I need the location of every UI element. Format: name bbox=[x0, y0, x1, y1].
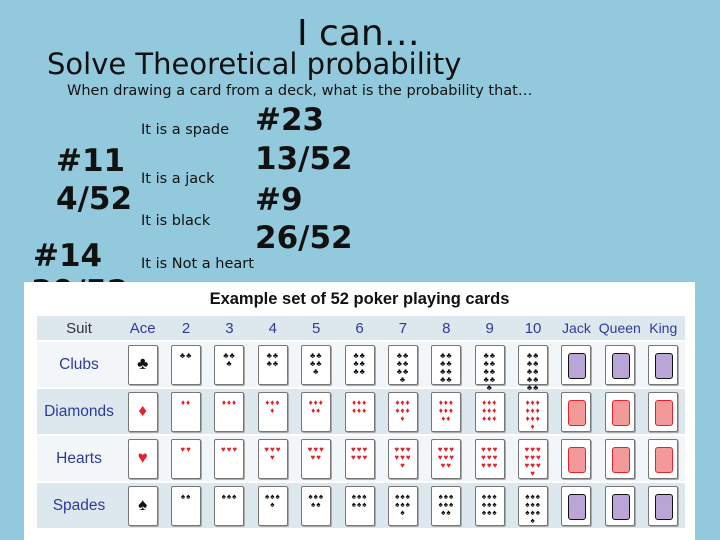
card-cell bbox=[295, 341, 338, 388]
card-cell bbox=[295, 435, 338, 482]
playing-card bbox=[648, 345, 678, 385]
playing-card: ♦♦♦ bbox=[214, 392, 244, 432]
card-cell bbox=[468, 435, 511, 482]
card-cell bbox=[338, 482, 381, 529]
cards-table-header bbox=[37, 316, 685, 341]
playing-card bbox=[648, 392, 678, 432]
card-cell bbox=[511, 341, 554, 392]
card-cell bbox=[598, 388, 641, 435]
header-rank: 6 bbox=[338, 316, 381, 341]
playing-card bbox=[648, 486, 678, 526]
question-text: When drawing a card from a deck, what is the probability that… bbox=[67, 83, 533, 99]
header-rank: 9 bbox=[468, 316, 511, 341]
card-cell bbox=[251, 482, 294, 529]
option-black: It is black bbox=[141, 213, 211, 229]
header-rank: Ace bbox=[121, 316, 164, 341]
header-rank: 10 bbox=[511, 316, 554, 341]
playing-card: ♠♠♠♠♠♠♠ bbox=[388, 486, 418, 526]
card-cell bbox=[121, 435, 164, 482]
playing-card: ♦♦♦♦♦♦ bbox=[345, 392, 375, 432]
playing-card: ♦♦♦♦ bbox=[258, 392, 288, 432]
playing-card: ♣♣♣♣♣♣♣♣♣♣ bbox=[518, 345, 548, 385]
playing-card: ♠♠♠♠♠ bbox=[301, 486, 331, 526]
playing-card: ♠♠♠♠♠♠♠♠ bbox=[431, 486, 461, 526]
card-cell bbox=[251, 341, 294, 388]
playing-card: ♣♣ bbox=[171, 345, 201, 385]
card-cell bbox=[208, 435, 251, 482]
card-cell bbox=[468, 388, 511, 435]
suit-row bbox=[37, 341, 685, 388]
playing-card: ♣♣♣♣♣♣♣ bbox=[388, 345, 418, 385]
card-cell bbox=[642, 482, 686, 529]
playing-card: ♠♠ bbox=[171, 486, 201, 526]
playing-card: ♦♦♦♦♦ bbox=[301, 392, 331, 432]
playing-card: ♦♦♦♦♦♦♦♦♦ bbox=[475, 392, 505, 432]
playing-card: ♥ bbox=[128, 439, 158, 479]
suit-label: Hearts bbox=[37, 435, 121, 482]
playing-card: ♣♣♣♣♣ bbox=[301, 345, 331, 385]
playing-card: ♣ bbox=[128, 345, 158, 385]
playing-card: ♦ bbox=[128, 392, 158, 432]
playing-card: ♥♥♥♥♥♥♥♥♥ bbox=[475, 439, 505, 479]
playing-card: ♦♦♦♦♦♦♦♦ bbox=[431, 392, 461, 432]
card-cell bbox=[425, 435, 468, 482]
card-cell bbox=[208, 341, 251, 388]
card-cell bbox=[555, 482, 598, 529]
card-cell bbox=[381, 388, 424, 435]
card-cell bbox=[208, 388, 251, 435]
header-rank: 8 bbox=[425, 316, 468, 341]
answer-11-label: #11 bbox=[56, 143, 126, 179]
playing-card: ♥♥♥♥♥♥ bbox=[345, 439, 375, 479]
card-cell bbox=[511, 388, 554, 435]
card-cell bbox=[338, 341, 381, 388]
header-rank: Jack bbox=[555, 316, 598, 341]
card-cell bbox=[295, 482, 338, 529]
slide-title-line2: Solve Theoretical probability bbox=[47, 47, 462, 81]
playing-card bbox=[561, 439, 591, 479]
answer-9-label: #9 bbox=[255, 182, 303, 218]
card-cell bbox=[338, 435, 381, 482]
card-cell bbox=[425, 388, 468, 435]
playing-card: ♦♦♦♦♦♦♦ bbox=[388, 392, 418, 432]
playing-card: ♥♥♥♥♥♥♥♥ bbox=[431, 439, 461, 479]
answer-11-value: 4/52 bbox=[56, 181, 133, 217]
playing-card: ♠♠♠♠♠♠♠♠♠♠ bbox=[518, 486, 548, 526]
option-not-heart: It is Not a heart bbox=[141, 256, 254, 272]
card-cell bbox=[642, 388, 686, 435]
card-cell bbox=[338, 388, 381, 435]
playing-card: ♣♣♣♣♣♣♣♣♣ bbox=[475, 345, 505, 385]
playing-card bbox=[605, 345, 635, 385]
card-cell bbox=[425, 341, 468, 388]
answer-23-label: #23 bbox=[255, 102, 325, 138]
card-cell bbox=[381, 482, 424, 529]
playing-card: ♣♣♣♣♣♣♣♣ bbox=[431, 345, 461, 385]
playing-card bbox=[561, 486, 591, 526]
card-cell bbox=[425, 482, 468, 529]
playing-card: ♠♠♠♠♠♠♠♠♠ bbox=[475, 486, 505, 526]
card-cell bbox=[642, 435, 686, 482]
playing-card bbox=[561, 345, 591, 385]
card-cell bbox=[642, 341, 686, 388]
header-rank: 2 bbox=[164, 316, 207, 341]
header-suit: Suit bbox=[37, 316, 121, 341]
card-cell bbox=[598, 435, 641, 482]
card-cell bbox=[251, 435, 294, 482]
playing-card bbox=[605, 439, 635, 479]
playing-card: ♥♥♥♥♥♥♥ bbox=[388, 439, 418, 479]
suit-row bbox=[37, 435, 685, 482]
header-rank: 5 bbox=[295, 316, 338, 341]
card-cell bbox=[598, 482, 641, 529]
card-cell bbox=[208, 482, 251, 529]
card-cell bbox=[164, 388, 207, 435]
suit-row bbox=[37, 482, 685, 529]
suit-label: Clubs bbox=[37, 341, 121, 388]
playing-card: ♥♥♥♥ bbox=[258, 439, 288, 479]
card-cell bbox=[295, 388, 338, 435]
playing-card bbox=[605, 486, 635, 526]
suit-row bbox=[37, 388, 685, 435]
playing-card: ♠♠♠♠♠♠ bbox=[345, 486, 375, 526]
card-cell bbox=[468, 341, 511, 392]
option-jack: It is a jack bbox=[141, 171, 215, 187]
playing-card bbox=[605, 392, 635, 432]
header-rank: 4 bbox=[251, 316, 294, 341]
playing-cards-chart bbox=[24, 282, 695, 540]
card-cell bbox=[164, 435, 207, 482]
suit-label: Spades bbox=[37, 482, 121, 529]
header-rank: 3 bbox=[208, 316, 251, 341]
card-cell bbox=[555, 388, 598, 435]
suit-label: Diamonds bbox=[37, 388, 121, 435]
card-cell bbox=[511, 435, 554, 482]
playing-card bbox=[648, 439, 678, 479]
playing-card bbox=[561, 392, 591, 432]
playing-card: ♦♦ bbox=[171, 392, 201, 432]
playing-card: ♠♠♠♠ bbox=[258, 486, 288, 526]
answer-23-value: 13/52 bbox=[255, 141, 353, 177]
card-cell bbox=[251, 388, 294, 435]
card-cell bbox=[164, 482, 207, 529]
header-rank: King bbox=[642, 316, 686, 341]
playing-card: ♥♥♥ bbox=[214, 439, 244, 479]
chart-title: Example set of 52 poker playing cards bbox=[209, 290, 510, 308]
playing-card: ♥♥♥♥♥♥♥♥♥♥ bbox=[518, 439, 548, 479]
header-rank: Queen bbox=[598, 316, 641, 341]
card-cell bbox=[164, 341, 207, 388]
card-cell bbox=[598, 341, 641, 388]
answer-9-value: 26/52 bbox=[255, 220, 353, 256]
playing-card: ♥♥ bbox=[171, 439, 201, 479]
playing-card: ♦♦♦♦♦♦♦♦♦♦ bbox=[518, 392, 548, 432]
card-cell bbox=[381, 341, 424, 388]
option-spade: It is a spade bbox=[141, 122, 230, 138]
card-cell bbox=[121, 341, 164, 388]
card-cell bbox=[381, 435, 424, 482]
card-cell bbox=[511, 482, 554, 529]
playing-card: ♣♣♣♣ bbox=[258, 345, 288, 385]
header-rank: 7 bbox=[381, 316, 424, 341]
card-cell bbox=[468, 482, 511, 529]
card-cell bbox=[555, 341, 598, 388]
card-cell bbox=[121, 482, 164, 529]
card-cell bbox=[121, 388, 164, 435]
cards-table bbox=[37, 316, 685, 530]
playing-card: ♥♥♥♥♥ bbox=[301, 439, 331, 479]
playing-card: ♣♣♣♣♣♣ bbox=[345, 345, 375, 385]
playing-card: ♠ bbox=[128, 486, 158, 526]
slide-title-line1: I can… bbox=[297, 13, 420, 54]
playing-card: ♣♣♣ bbox=[214, 345, 244, 385]
answer-14-label: #14 bbox=[33, 238, 103, 274]
card-cell bbox=[555, 435, 598, 482]
playing-card: ♠♠♠ bbox=[214, 486, 244, 526]
